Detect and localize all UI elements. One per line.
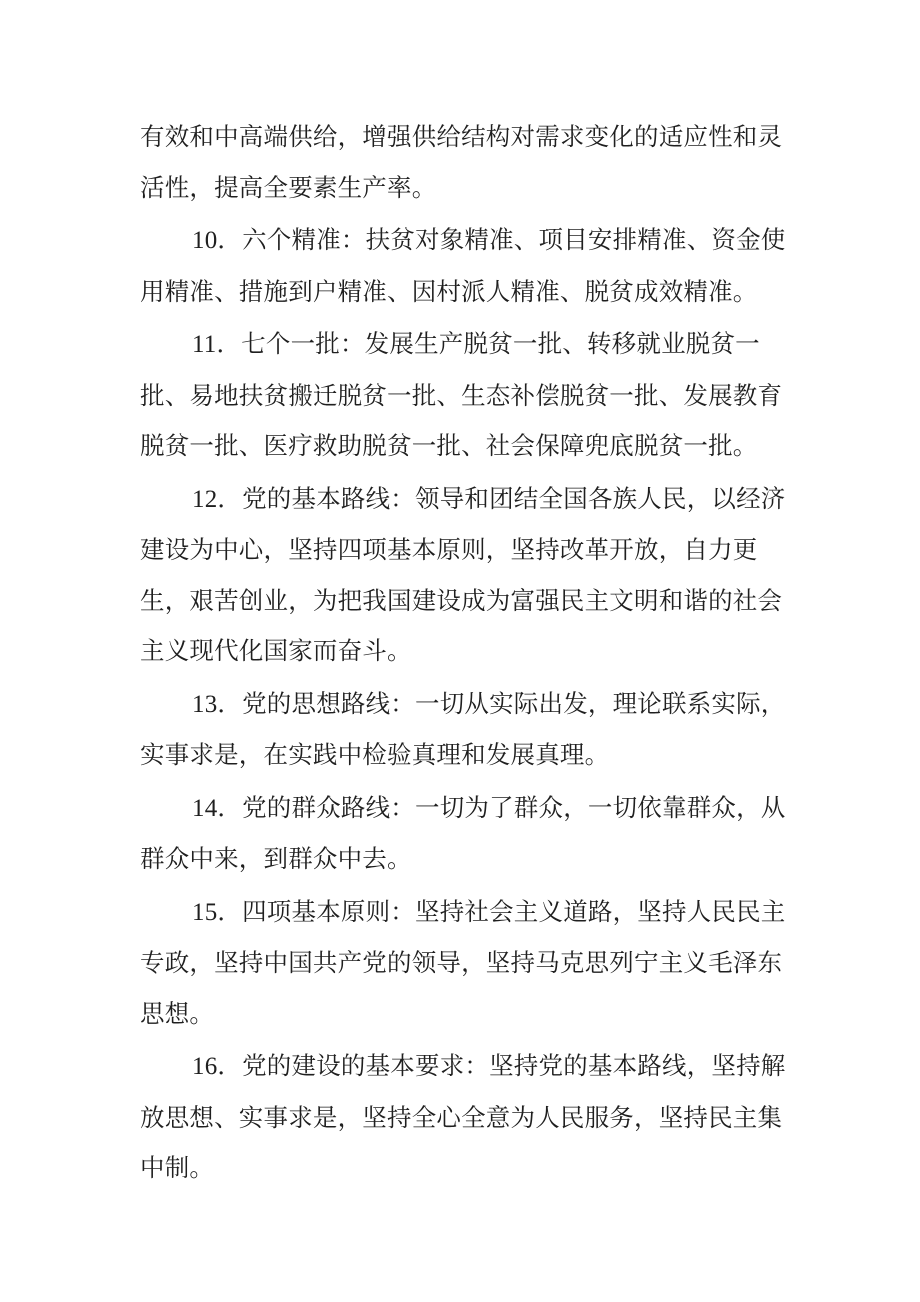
paragraph-text: ．党的建设的基本要求：坚持党的基本路线，坚持解放思想、实事求是，坚持全心全意为人民服务，坚持民主集中制。 xyxy=(140,1051,786,1182)
paragraph-item-16 xyxy=(140,1041,800,1194)
item-number: 14 xyxy=(192,794,218,822)
paragraph-item-12 xyxy=(140,474,800,677)
paragraph-text: ．七个一批：发展生产脱贫一批、转移就业脱贫一批、易地扶贫搬迁脱贫一批、生态补偿脱贫一批、发展教育脱贫一批、医疗救助脱贫一批、社会保障兜底脱贫一批。 xyxy=(140,329,783,460)
item-number: 15 xyxy=(192,898,218,926)
item-number: 12 xyxy=(192,485,218,513)
paragraph-text: ．四项基本原则：坚持社会主义道路，坚持人民民主专政，坚持中国共产党的领导，坚持马克思列宁主义毛泽东思想。 xyxy=(140,896,786,1028)
item-number: 11 xyxy=(192,331,217,358)
paragraph-item-11 xyxy=(140,319,800,472)
paragraph-text: ．六个精准：扶贫对象精准、项目安排精准、资金使用精准、措施到户精准、因村派人精准、脱贫成效精准。 xyxy=(140,225,786,306)
paragraph-continuation xyxy=(140,112,800,213)
paragraph-item-15 xyxy=(140,887,800,1040)
paragraph-text: ．党的群众路线：一切为了群众，一切依靠群众，从群众中来，到群众中去。 xyxy=(140,792,786,873)
paragraph-item-10 xyxy=(140,215,800,317)
document-body xyxy=(140,112,800,1196)
paragraph-text: ．党的思想路线：一切从实际出发，理论联系实际，实事求是，在实践中检验真理和发展真理。 xyxy=(140,688,786,769)
item-number: 10 xyxy=(192,227,218,254)
paragraph-text: 有效和中高端供给，增强供给结构对需求变化的适应性和灵活性，提高全要素生产率。 xyxy=(140,122,783,202)
item-number: 13 xyxy=(192,690,218,718)
item-number: 16 xyxy=(192,1053,218,1080)
paragraph-item-14 xyxy=(140,783,800,885)
paragraph-item-13 xyxy=(140,679,800,781)
paragraph-text: ．党的基本路线：领导和团结全国各族人民，以经济建设为中心，坚持四项基本原则，坚持改革开放，自力更生，艰苦创业，为把我国建设成为富强民主文明和谐的社会主义现代化国家而奋斗。 xyxy=(140,483,786,665)
